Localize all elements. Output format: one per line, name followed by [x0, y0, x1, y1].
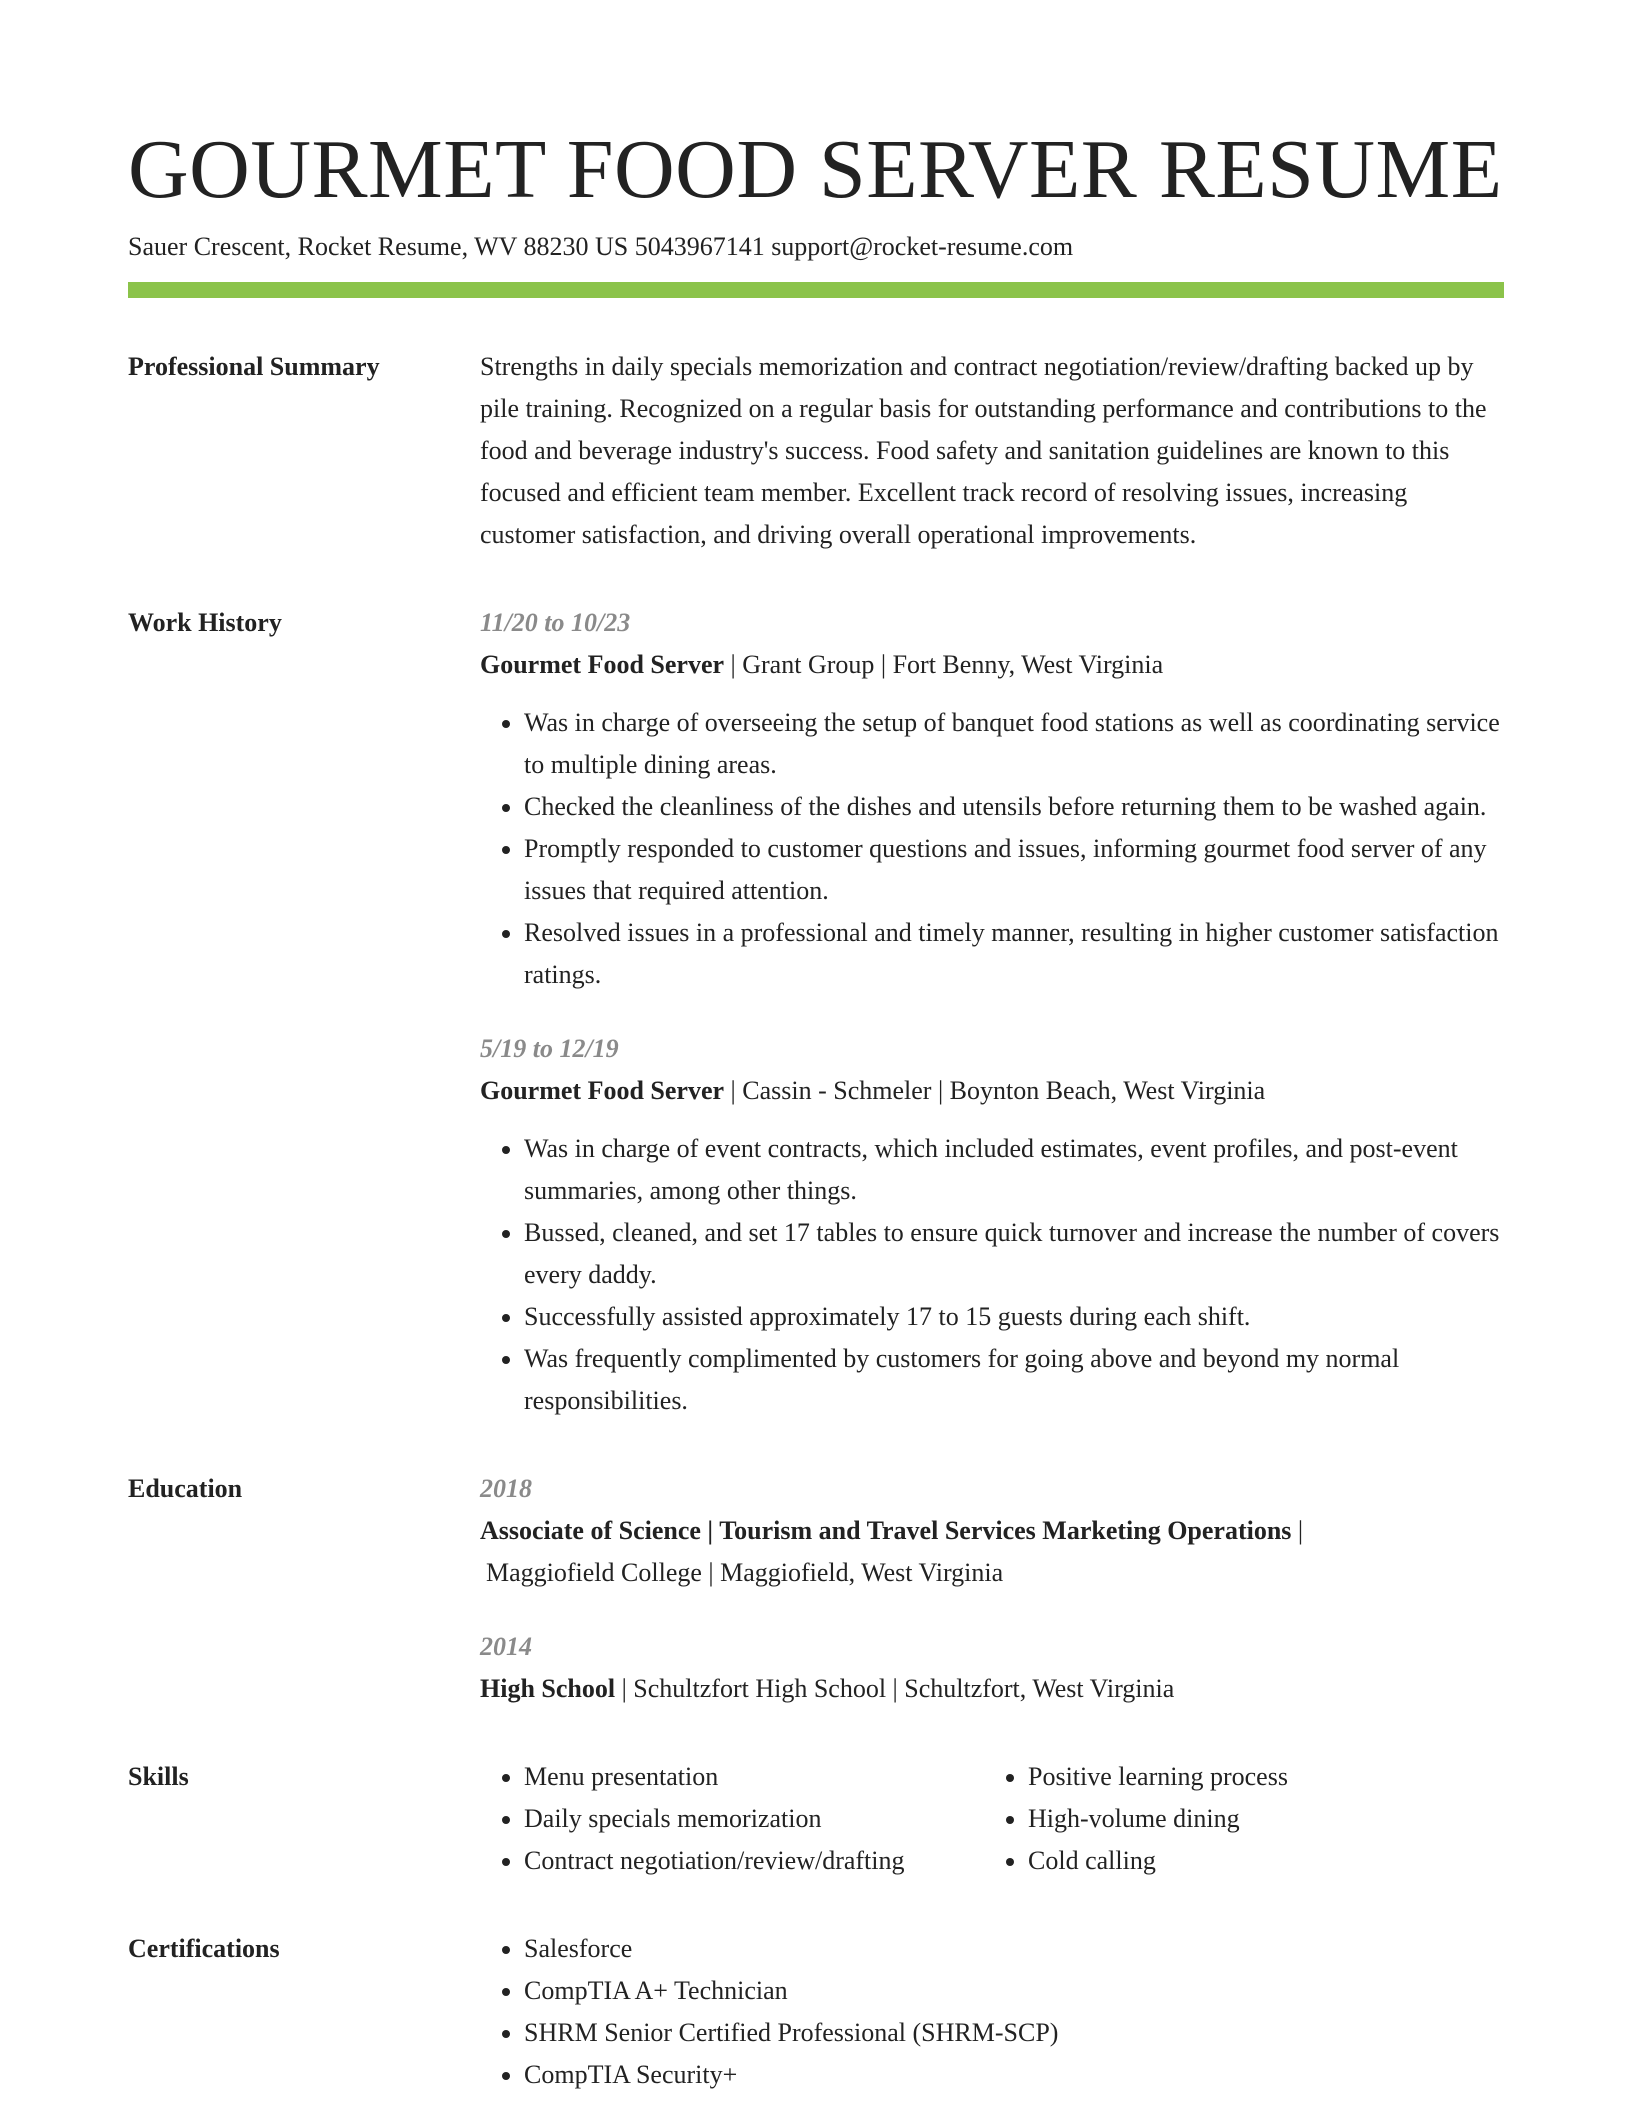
job-entry: [480, 1028, 1504, 1422]
job-bullets: [480, 702, 1504, 996]
job-details: | Grant Group | Fort Benny, West Virginia: [724, 650, 1164, 679]
education-degree-line: [480, 1510, 1504, 1552]
job-bullets: [480, 1128, 1504, 1422]
education-school: | Schultzfort High School | Schultzfort, West Virginia: [615, 1674, 1175, 1703]
accent-divider: [128, 282, 1504, 298]
contact-phone: 5043967141: [634, 232, 765, 261]
job-bullet: • Was frequently complimented by customers for going above and beyond my normal responsibilities.: [524, 1338, 1504, 1422]
job-title: Gourmet Food Server: [480, 650, 725, 679]
skills-heading: Skills: [128, 1762, 189, 1791]
work-history-body: [480, 602, 1504, 1422]
job-bullet: • Was in charge of overseeing the setup of banquet food stations as well as coordinating service to multiple dining areas.: [524, 702, 1504, 786]
work-history-section: [128, 602, 1504, 1422]
contact-line: [128, 230, 1504, 264]
skill-item: • Contract negotiation/review/drafting: [524, 1840, 984, 1882]
job-role-line: [480, 1070, 1504, 1112]
certifications-section: [128, 1928, 1504, 2096]
skill-item: • High-volume dining: [1028, 1798, 1288, 1840]
job-bullet: • Resolved issues in a professional and timely manner, resulting in higher customer satisfaction ratings.: [524, 912, 1504, 996]
certification-item: • CompTIA A+ Technician: [524, 1970, 1504, 2012]
job-role-line: [480, 644, 1504, 686]
job-bullet: • Checked the cleanliness of the dishes and utensils before returning them to be washed again.: [524, 786, 1504, 828]
job-bullet: • Bussed, cleaned, and set 17 tables to ensure quick turnover and increase the number of covers every daddy.: [524, 1212, 1504, 1296]
job-dates: 5/19 to 12/19: [480, 1034, 619, 1063]
certification-item: • CompTIA Security+: [524, 2054, 1504, 2096]
job-details: | Cassin - Schmeler | Boynton Beach, West Virginia: [724, 1076, 1266, 1105]
job-bullet: • Successfully assisted approximately 17 to 15 guests during each shift.: [524, 1296, 1504, 1338]
job-bullet: • Was in charge of event contracts, which included estimates, event profiles, and post-event summaries, among other things.: [524, 1128, 1504, 1212]
certifications-body: [480, 1928, 1504, 2096]
education-degree-line: [480, 1668, 1504, 1710]
skill-item: • Menu presentation: [524, 1756, 984, 1798]
skills-section: [128, 1756, 1504, 1882]
education-school: Maggiofield College | Maggiofield, West Virginia: [486, 1558, 1004, 1587]
contact-email: support@rocket-resume.com: [771, 232, 1074, 261]
skill-item: • Positive learning process: [1028, 1756, 1288, 1798]
skills-column: [984, 1756, 1288, 1882]
job-bullet: • Promptly responded to customer questions and issues, informing gourmet food server of any issues that required attention.: [524, 828, 1504, 912]
education-year: 2014: [480, 1632, 532, 1661]
skill-item: • Daily specials memorization: [524, 1798, 984, 1840]
resume-page: [128, 120, 1504, 2096]
skills-body: [480, 1756, 1504, 1882]
summary-section: [128, 346, 1504, 556]
certifications-list: [480, 1928, 1504, 2096]
skill-item: • Cold calling: [1028, 1840, 1288, 1882]
summary-heading: Professional Summary: [128, 352, 380, 381]
contact-address: Sauer Crescent, Rocket Resume, WV 88230 US: [128, 232, 629, 261]
work-history-heading: Work History: [128, 608, 282, 637]
job-dates: 11/20 to 10/23: [480, 608, 631, 637]
education-heading: Education: [128, 1474, 243, 1503]
education-section: [128, 1468, 1504, 1710]
summary-text: Strengths in daily specials memorization and contract negotiation/review/drafting backed up by pile training. Recognized on a regular basis for outstanding performance and contributions to the food and beverage industry's success. Food safety and sanitation guidelines are known to this focused and efficient team member. Excellent track record of resolving issues, increasing customer satisfaction, and driving overall operational improvements.: [480, 352, 1487, 549]
certifications-heading: Certifications: [128, 1934, 280, 1963]
education-entry: [480, 1468, 1504, 1594]
job-title: Gourmet Food Server: [480, 1076, 725, 1105]
education-body: [480, 1468, 1504, 1710]
education-separator: |: [1291, 1516, 1304, 1545]
certification-item: • Salesforce: [524, 1928, 1504, 1970]
education-entry: [480, 1626, 1504, 1710]
education-degree: Associate of Science | Tourism and Travel Services Marketing Operations: [480, 1516, 1292, 1545]
education-year: 2018: [480, 1474, 532, 1503]
skills-column: [480, 1756, 984, 1882]
resume-title: GOURMET FOOD SERVER RESUME: [128, 123, 1503, 216]
job-entry: [480, 602, 1504, 996]
education-degree: High School: [480, 1674, 616, 1703]
certification-item: • SHRM Senior Certified Professional (SHRM-SCP): [524, 2012, 1504, 2054]
